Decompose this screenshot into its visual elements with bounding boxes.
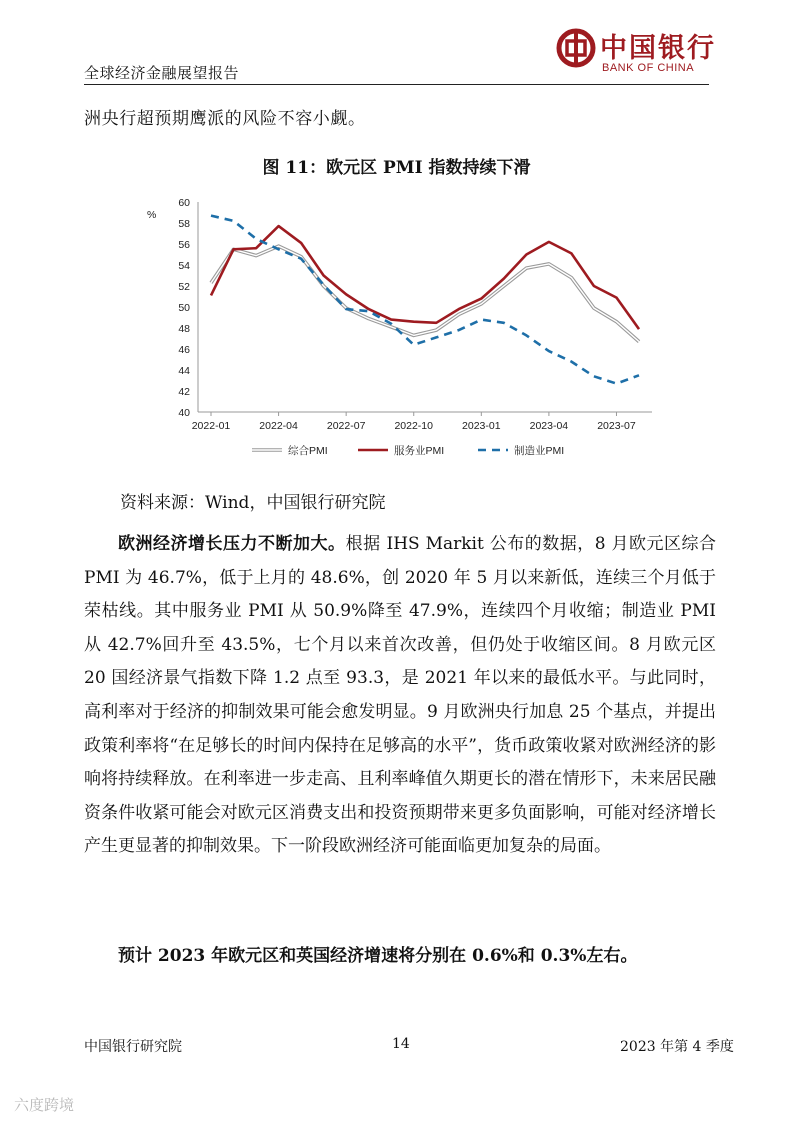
pmi-line-chart	[140, 190, 670, 465]
y-axis-unit: %	[147, 209, 157, 221]
y-tick-label: 56	[178, 239, 190, 251]
x-tick-label: 2022-01	[191, 420, 231, 432]
figure-title: 图 11：欧元区 PMI 指数持续下滑	[262, 158, 531, 178]
legend-label: 综合PMI	[288, 445, 328, 457]
footer-quarter: 2023 年第 4 季度	[620, 1039, 734, 1055]
y-tick-label: 50	[178, 302, 190, 314]
y-tick-label: 54	[178, 260, 190, 272]
x-tick-label: 2023-04	[529, 420, 569, 432]
paragraph-body: 根据 IHS Markit 公布的数据，8 月欧元区综合 PMI 为 46.7%，低于上月的 48.6%，创 2020 年 5 月以来新低，连续三个月低于荣枯线。其中服务业 PMI 从 50.9%降至 47.9%，连续四个月收缩；制造业 PMI 从 42.7%回升至 43.5%，七个月以来首次改善，但仍处于收缩区间。8 月欧元区 20 国经济景气指数下降 1.2 点至 93.3，是 2021 年以来的最低水平。与此同时，高利率对于经济的抑制效果可能会愈发明显。9 月欧洲央行加息 25 个基点，并提出政策利率将“在足够长的时间内保持在足够高的水平”，货币政策收紧对欧洲经济的影响将持续释放。在利率进一步走高、且利率峰值久期更长的潜在情形下，未来居民融资条件收紧可能会对欧元区消费支出和投资预期带来更多负面影响，可能对经济增长产生更显著的抑制效果。下一阶段欧洲经济可能面临更加复杂的局面。	[84, 534, 716, 857]
page-number: 14	[392, 1036, 410, 1052]
y-tick-label: 52	[178, 281, 190, 293]
x-tick-label: 2023-01	[462, 420, 501, 432]
report-title: 全球经济金融展望报告	[84, 64, 240, 82]
figure-source: 资料来源：Wind，中国银行研究院	[120, 493, 386, 513]
y-tick-label: 58	[178, 218, 190, 230]
series-line-manufacturing	[211, 216, 639, 384]
y-tick-label: 44	[178, 365, 190, 377]
y-tick-label: 48	[178, 323, 190, 335]
x-tick-label: 2022-10	[394, 420, 434, 432]
x-tick-label: 2023-07	[597, 420, 636, 432]
y-tick-label: 42	[178, 386, 190, 398]
header-divider	[84, 84, 709, 85]
carry-over-text: 洲央行超预期鹰派的风险不容小觑。	[84, 109, 366, 129]
paragraph-lead: 欧洲经济增长压力不断加大。	[118, 534, 346, 554]
y-tick-label: 60	[178, 197, 190, 209]
body-paragraph-1	[84, 528, 716, 864]
series-line-services	[211, 226, 639, 329]
legend-label: 服务业PMI	[394, 445, 445, 457]
x-tick-label: 2022-07	[326, 420, 366, 432]
y-tick-label: 40	[178, 407, 190, 419]
logo-english-name: BANK OF CHINA	[602, 62, 695, 74]
footer-institution: 中国银行研究院	[84, 1039, 182, 1055]
y-tick-label: 46	[178, 344, 190, 356]
legend-label: 制造业PMI	[514, 445, 565, 457]
watermark: 六度跨境	[14, 1097, 75, 1114]
body-paragraph-2: 预计 2023 年欧元区和英国经济增速将分别在 0.6%和 0.3%左右。	[118, 946, 638, 966]
x-tick-label: 2022-04	[259, 420, 298, 432]
logo-chinese-name: 中国银行	[600, 33, 716, 64]
